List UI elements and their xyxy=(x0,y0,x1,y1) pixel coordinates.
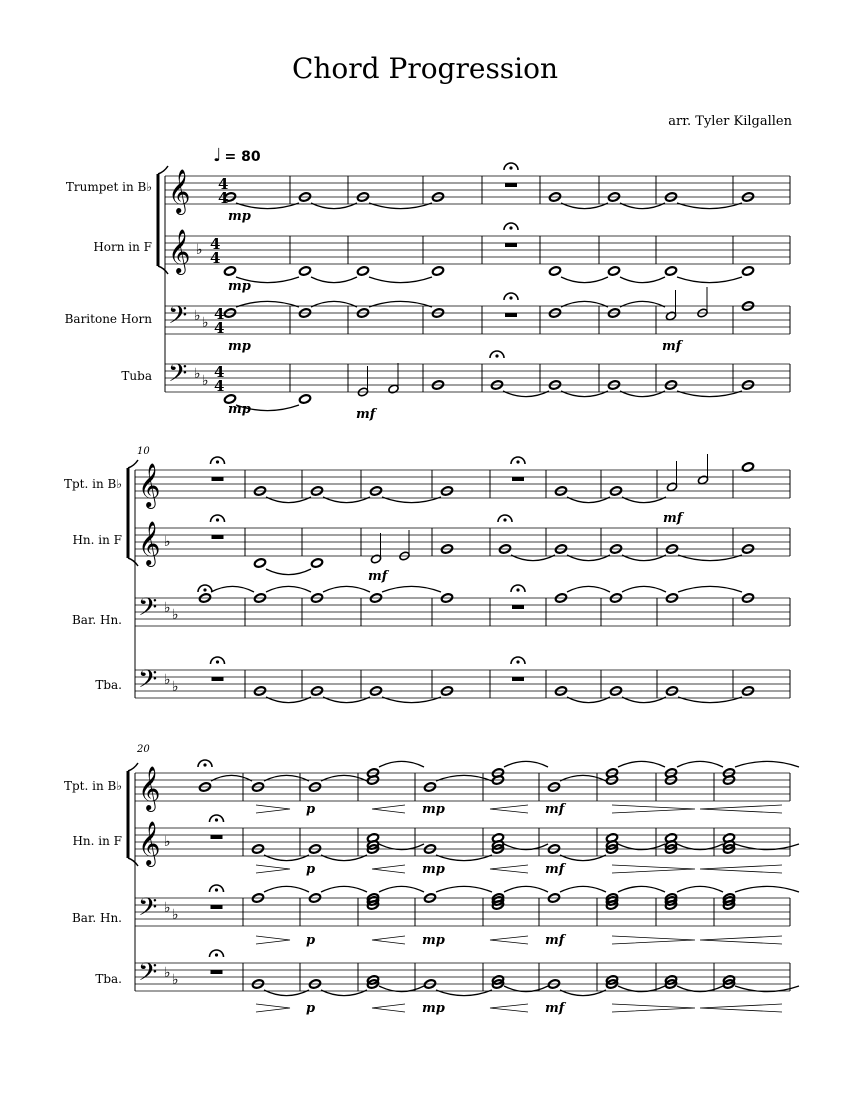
quarter-note-icon: ♩ xyxy=(213,145,222,166)
crescendo-hairpin xyxy=(490,936,528,944)
dynamic-marking: mf xyxy=(368,569,388,584)
tie xyxy=(622,586,666,592)
system-bracket-hook xyxy=(128,858,138,866)
whole-rest xyxy=(211,970,223,974)
tie xyxy=(561,277,608,283)
tie xyxy=(321,886,367,892)
crescendo-hairpin xyxy=(700,1004,782,1012)
time-signature-numerator: 4 xyxy=(210,235,221,253)
fermata-dot xyxy=(495,354,498,357)
dynamic-marking: mp xyxy=(228,402,251,417)
fermata-dot xyxy=(203,588,206,591)
whole-note xyxy=(224,266,237,277)
fermata-dot xyxy=(203,763,206,766)
instrument-label-tuba-short: Tba. xyxy=(95,972,122,986)
flat-icon: ♭ xyxy=(194,308,201,324)
whole-rest xyxy=(212,477,224,481)
flat-icon: ♭ xyxy=(172,972,179,988)
system-bracket-hook xyxy=(128,558,138,566)
time-signature-numerator: 4 xyxy=(218,175,229,193)
whole-rest xyxy=(512,605,524,609)
system-bracket-hook xyxy=(128,460,138,468)
instrument-label-trumpet-short: Tpt. in B♭ xyxy=(64,477,122,491)
tie xyxy=(567,586,610,592)
instrument-label-horn-short: Hn. in F xyxy=(72,834,122,848)
whole-note xyxy=(357,266,370,277)
fermata-dot xyxy=(216,518,219,521)
flat-icon: ♭ xyxy=(202,315,209,331)
tie xyxy=(677,761,723,767)
time-signature-denominator: 4 xyxy=(214,319,225,337)
crescendo-hairpin xyxy=(490,865,528,873)
instrument-label-baritone: Baritone Horn xyxy=(64,312,152,326)
instrument-label-horn-short: Hn. in F xyxy=(72,533,122,547)
fermata-dot xyxy=(215,953,218,956)
whole-rest xyxy=(505,243,517,247)
bass-clef-icon: 𝄢 xyxy=(138,593,158,628)
tie xyxy=(677,277,742,283)
decrescendo-hairpin xyxy=(256,936,290,944)
tie xyxy=(735,886,799,892)
tie xyxy=(311,277,357,283)
treble-clef-icon: 𝄞 xyxy=(138,821,161,865)
dynamic-marking: mf xyxy=(545,933,565,948)
crescendo-hairpin xyxy=(372,805,405,813)
fermata-dot xyxy=(509,226,512,229)
dynamic-marking: mp xyxy=(228,209,251,224)
treble-clef-icon: 𝄞 xyxy=(138,463,161,507)
fermata-dot xyxy=(216,660,219,663)
fermata-dot xyxy=(516,588,519,591)
page-title: Chord Progression xyxy=(291,52,559,85)
dynamic-marking: mp xyxy=(228,339,251,354)
dynamic-marking: mf xyxy=(545,1001,565,1016)
time-signature-denominator: 4 xyxy=(214,377,225,395)
crescendo-hairpin xyxy=(700,865,782,873)
dynamic-marking: p xyxy=(306,1001,316,1016)
tie xyxy=(678,586,742,592)
crescendo-hairpin xyxy=(490,805,528,813)
tie xyxy=(323,586,370,592)
crescendo-hairpin xyxy=(700,805,782,813)
system-bracket-hook xyxy=(158,266,168,274)
instrument-label-trumpet-short: Tpt. in B♭ xyxy=(64,779,122,793)
bass-clef-icon: 𝄢 xyxy=(168,301,188,336)
flat-icon: ♭ xyxy=(172,607,179,623)
bass-clef-icon: 𝄢 xyxy=(168,359,188,394)
crescendo-hairpin xyxy=(372,936,405,944)
dynamic-marking: mf xyxy=(356,407,376,422)
flat-icon: ♭ xyxy=(202,373,209,389)
instrument-label-baritone-short: Bar. Hn. xyxy=(71,911,122,925)
tie xyxy=(264,886,309,892)
fermata-dot xyxy=(503,518,506,521)
dynamic-marking: p xyxy=(306,862,316,877)
whole-note xyxy=(299,266,312,277)
fermata-dot xyxy=(215,818,218,821)
dynamic-marking: mp xyxy=(422,933,445,948)
treble-clef-icon: 𝄞 xyxy=(138,521,161,565)
tie xyxy=(618,886,665,892)
dynamic-marking: mf xyxy=(545,862,565,877)
tie xyxy=(560,886,606,892)
instrument-label-tuba: Tuba xyxy=(121,369,152,383)
fermata-dot xyxy=(516,460,519,463)
tie xyxy=(677,886,723,892)
fermata-dot xyxy=(215,888,218,891)
decrescendo-hairpin xyxy=(612,865,695,873)
crescendo-hairpin xyxy=(490,1004,528,1012)
instrument-label-baritone-short: Bar. Hn. xyxy=(71,613,122,627)
flat-icon: ♭ xyxy=(164,900,171,916)
flat-icon: ♭ xyxy=(164,600,171,616)
flat-icon: ♭ xyxy=(164,672,171,688)
flat-icon: ♭ xyxy=(164,534,171,550)
whole-note xyxy=(299,394,312,405)
instrument-label-trumpet: Trumpet in B♭ xyxy=(65,180,152,194)
whole-rest xyxy=(505,183,517,187)
crescendo-hairpin xyxy=(700,936,782,944)
dynamic-marking: p xyxy=(306,933,316,948)
arranger-credit: arr. Tyler Kilgallen xyxy=(668,114,792,129)
crescendo-hairpin xyxy=(372,865,405,873)
whole-note xyxy=(432,266,445,277)
dynamic-marking: mp xyxy=(422,862,445,877)
whole-note xyxy=(254,558,267,569)
flat-icon: ♭ xyxy=(164,965,171,981)
decrescendo-hairpin xyxy=(256,1004,290,1012)
tie xyxy=(379,761,424,767)
dynamic-marking: mf xyxy=(663,511,683,526)
flat-icon: ♭ xyxy=(172,679,179,695)
tie xyxy=(369,277,432,283)
whole-note xyxy=(608,266,621,277)
fermata-dot xyxy=(516,660,519,663)
whole-rest xyxy=(505,313,517,317)
whole-rest xyxy=(212,677,224,681)
whole-rest xyxy=(212,535,224,539)
measure-number: 10 xyxy=(137,446,150,457)
dynamic-marking: mp xyxy=(422,1001,445,1016)
dynamic-marking: p xyxy=(306,802,316,817)
crescendo-hairpin xyxy=(372,1004,405,1012)
whole-note xyxy=(549,266,562,277)
bass-clef-icon: 𝄢 xyxy=(138,665,158,700)
tie xyxy=(504,761,548,767)
tempo-value: = 80 xyxy=(224,149,261,165)
dynamic-marking: mp xyxy=(228,279,251,294)
flat-icon: ♭ xyxy=(172,907,179,923)
dynamic-marking: mf xyxy=(545,802,565,817)
measure-number: 20 xyxy=(137,744,150,755)
decrescendo-hairpin xyxy=(612,1004,695,1012)
flat-icon: ♭ xyxy=(196,242,203,258)
dynamic-marking: mp xyxy=(422,802,445,817)
flat-icon: ♭ xyxy=(164,834,171,850)
instrument-label-tuba-short: Tba. xyxy=(95,678,122,692)
whole-rest xyxy=(211,905,223,909)
whole-rest xyxy=(512,677,524,681)
whole-note xyxy=(742,462,755,473)
whole-note xyxy=(665,266,678,277)
flat-icon: ♭ xyxy=(194,366,201,382)
tie xyxy=(620,277,665,283)
treble-clef-icon: 𝄞 xyxy=(168,229,191,273)
whole-rest xyxy=(512,477,524,481)
fermata-dot xyxy=(216,460,219,463)
whole-note xyxy=(742,266,755,277)
bass-clef-icon: 𝄢 xyxy=(138,958,158,993)
tie xyxy=(735,761,799,767)
decrescendo-hairpin xyxy=(256,865,290,873)
fermata-dot xyxy=(509,296,512,299)
system-bracket-hook xyxy=(158,166,168,174)
instrument-label-horn: Horn in F xyxy=(93,240,152,254)
treble-clef-icon: 𝄞 xyxy=(138,766,161,810)
tie xyxy=(266,586,311,592)
whole-rest xyxy=(211,835,223,839)
tie xyxy=(266,569,311,575)
system-bracket-hook xyxy=(128,763,138,771)
tie xyxy=(436,886,492,892)
tie xyxy=(504,886,548,892)
bass-clef-icon: 𝄢 xyxy=(138,893,158,928)
tie xyxy=(382,586,441,592)
tie xyxy=(211,586,254,592)
decrescendo-hairpin xyxy=(612,805,695,813)
decrescendo-hairpin xyxy=(256,805,290,813)
time-signature-numerator: 4 xyxy=(214,363,225,381)
time-signature-numerator: 4 xyxy=(214,305,225,323)
tie xyxy=(618,761,665,767)
tie xyxy=(379,886,424,892)
fermata-dot xyxy=(509,166,512,169)
whole-note xyxy=(311,558,324,569)
treble-clef-icon: 𝄞 xyxy=(168,169,191,213)
time-signature-denominator: 4 xyxy=(218,189,229,207)
decrescendo-hairpin xyxy=(612,936,695,944)
dynamic-marking: mf xyxy=(662,339,682,354)
time-signature-denominator: 4 xyxy=(210,249,221,267)
